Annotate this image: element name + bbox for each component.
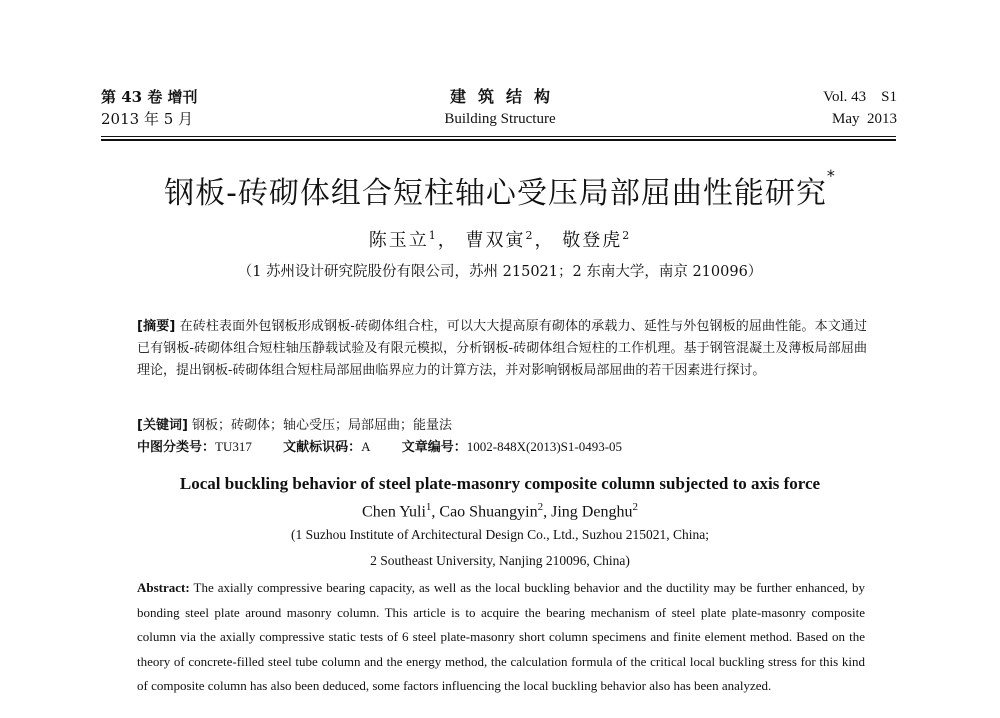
journal-name-cn: 建筑结构 [449,87,562,106]
article-no-label: 文章编号： [401,440,467,455]
abstract-cn-text: 在砖柱表面外包钢板形成钢板-砖砌体组合柱，可以大大提高原有砌体的承载力、延性与外包钢板的屈曲性能。本文通过已有钢板-砖砌体组合短柱轴压静载试验及有限元模拟，分析钢板-砖砌体组合短柱的工作机理。基于钢管混凝土及薄板局部屈曲理论，提出钢板-砖砌体组合短柱局部屈曲临界应力的计算方法，并对影响钢板局部屈曲的若干因素进行探讨。 [137,319,867,378]
affiliation-en-2: 2 Southeast University, Nanjing 210096, China) [370,553,630,568]
author-separator: ， [437,230,458,251]
paper-title-cn [0,168,1000,212]
keywords-cn-text: 钢板；砖砌体；轴心受压；局部屈曲；能量法 [192,418,453,433]
authors-en [0,501,1000,521]
author-cn-2: 曹双寅 [465,230,526,251]
author-cn-1-affil: 1 [428,229,438,242]
classification-line [137,436,622,455]
abstract-en [137,576,865,699]
abstract-en-text: The axially compressive bearing capacity, as well as the local buckling behavior and the ductility may be further enhanced, by bonding steel plate around masonry column. This article is to acquire the bearing mechanism of steel plate plate-masonry composite column via the axially compressive static tests of 6 steel plate-masonry short column specimens and finite element method. Based on the theory of concrete-filled steel tube column and the energy method, the calculation formula of the critical local buckling stress for this kind of composite column has also been deduced, some factors influencing the local buckling behavior also has been analyzed. [137,580,866,693]
title-footnote-mark: * [826,166,836,185]
doc-code-label: 文献标识码： [283,440,362,455]
affiliation-cn: （1 苏州设计研究院股份有限公司，苏州 215021；2 东南大学，南京 210096） [237,264,763,280]
journal-date-cn: 2013 年 5 月 [101,110,194,128]
author-en-1: Chen Yuli [362,503,426,521]
header-rule-thick [101,139,896,141]
header-rule-thin [101,136,896,137]
journal-name-en: Building Structure [444,111,556,127]
article-no-value: 1002-848X(2013)S1-0493-05 [466,439,623,454]
paper-title-cn-text: 钢板-砖砌体组合短柱轴心受压局部屈曲性能研究 [164,176,827,211]
author-en-separator: , [431,503,440,521]
author-en-2-affil: 2 [537,501,544,513]
header-right [823,86,897,130]
paper-title-en: Local buckling behavior of steel plate-masonry composite column subjected to axis force [179,474,821,493]
author-cn-2-affil: 2 [525,229,535,242]
journal-date-en: May 2013 [832,111,897,127]
affiliation-en-1: (1 Suzhou Institute of Architectural Design Co., Ltd., Suzhou 215021, China; [290,527,710,542]
clc-value: TU317 [215,439,252,454]
doc-code-value: A [361,439,371,454]
authors-cn [0,226,1000,252]
author-en-1-affil: 1 [425,501,432,513]
author-en-3-affil: 2 [632,501,638,513]
clc-label: 中图分类号： [137,440,216,455]
abstract-cn [137,316,867,382]
author-en-separator: , [543,503,552,521]
author-en-2: Cao Shuangyin [439,503,538,521]
author-cn-3-affil: 2 [622,229,632,242]
abstract-cn-label: [摘要] [137,319,176,334]
journal-volume-en: Vol. 43 S1 [823,89,897,105]
keywords-cn [137,414,452,433]
abstract-en-label: Abstract: [137,580,190,595]
journal-volume: 第 43 卷 增刊 [101,88,198,106]
author-cn-1: 陈玉立 [368,230,429,251]
author-en-3: Jing Denghu [551,503,633,521]
author-separator: ， [534,230,555,251]
author-cn-3: 敬登虎 [562,230,623,251]
keywords-cn-label: [关键词] [137,418,188,433]
